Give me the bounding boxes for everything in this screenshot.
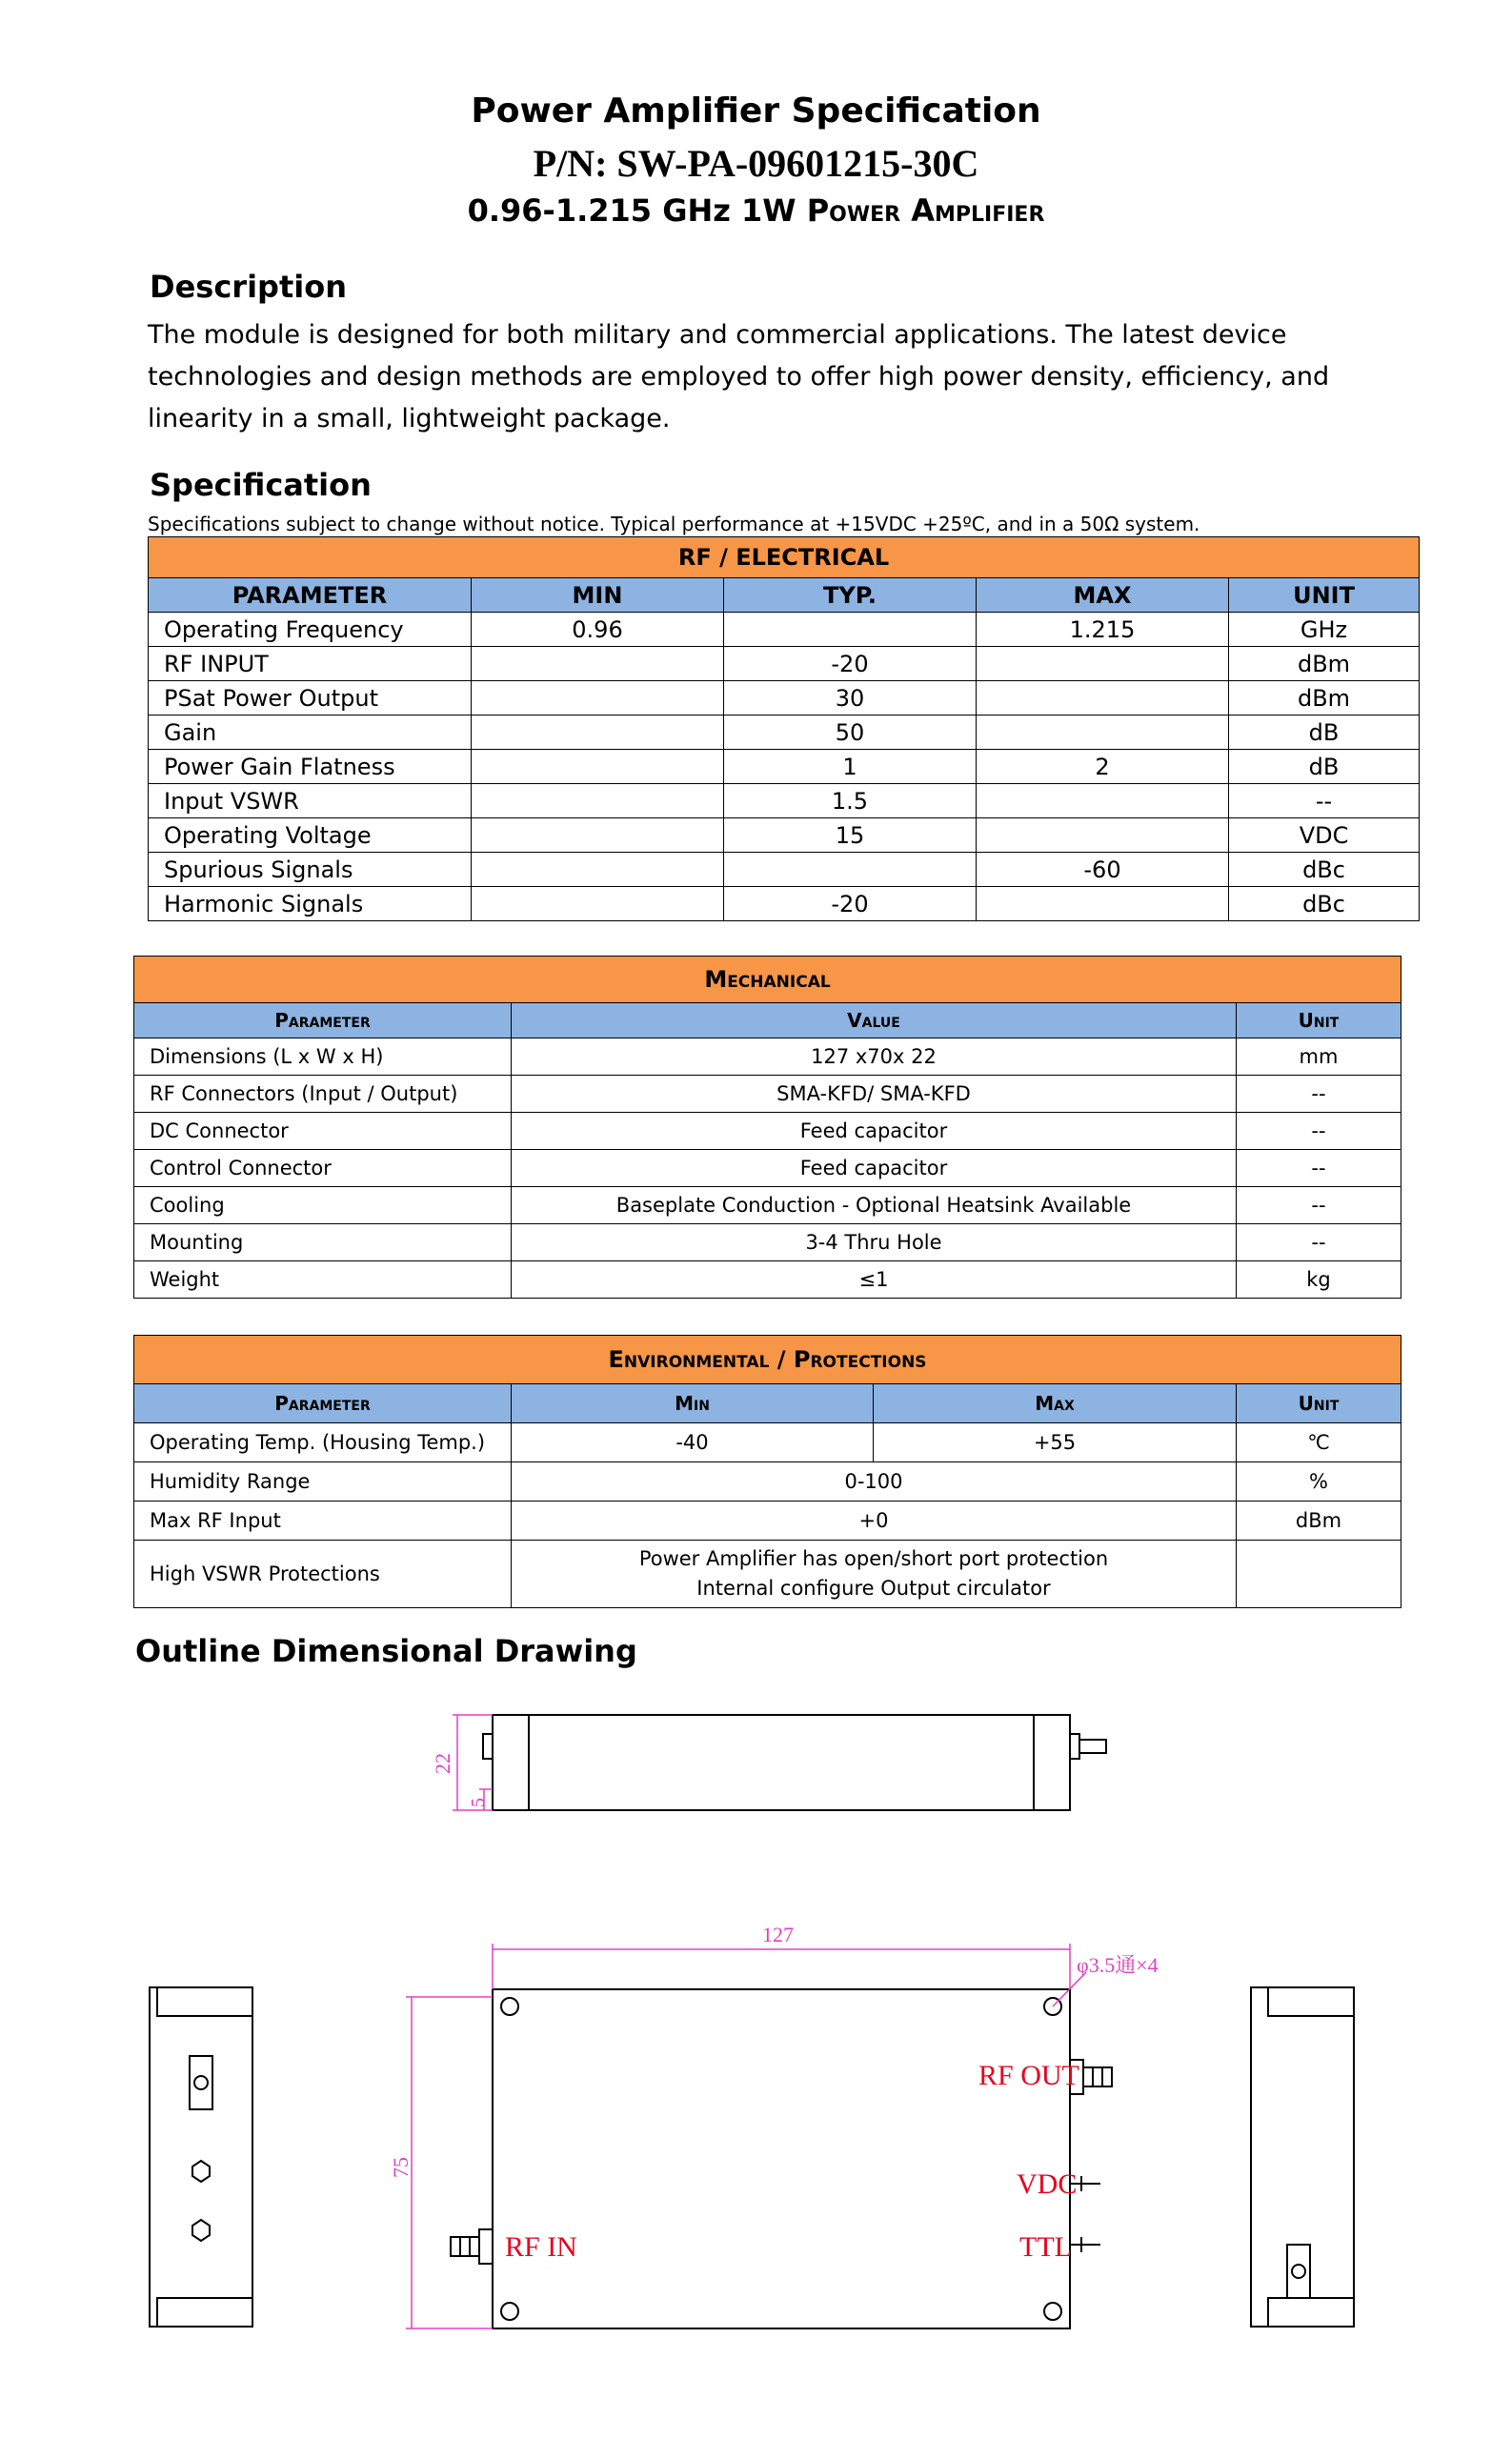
rf-max (977, 784, 1229, 818)
rf-typ: 1 (724, 750, 977, 784)
table-row (149, 887, 1420, 921)
env-header-parameter: Parameter (134, 1384, 512, 1423)
table-row (134, 1113, 1401, 1150)
left-end-view (150, 1987, 252, 2327)
env-param: Humidity Range (134, 1462, 512, 1502)
rf-max (977, 818, 1229, 853)
mech-value: Baseplate Conduction - Optional Heatsink Available (512, 1187, 1237, 1224)
description-text: The module is designed for both military and commercial applications. The latest device technologies and design methods are employed to offer high power density, efficiency, and linearity in a small, lightweight package. (148, 320, 1330, 433)
rf-electrical-table (148, 536, 1420, 921)
top-view-dimensions (406, 1944, 1086, 2328)
dim-width-label: 75 (389, 2157, 413, 2178)
mech-unit: kg (1237, 1261, 1401, 1299)
specification-heading: Specification (150, 467, 372, 503)
table-row (149, 818, 1420, 853)
rf-typ: 50 (724, 716, 977, 750)
env-unit: ℃ (1237, 1423, 1401, 1462)
table-row (149, 853, 1420, 887)
env-unit (1237, 1541, 1401, 1608)
rf-max (977, 647, 1229, 681)
hole-note-label: φ3.5通×4 (1077, 1953, 1159, 1977)
env-unit: dBm (1237, 1502, 1401, 1541)
side-view-dimensions (453, 1715, 493, 1810)
env-param: High VSWR Protections (134, 1541, 512, 1608)
rf-band-title: RF / ELECTRICAL (149, 537, 1420, 578)
rf-min (472, 750, 724, 784)
rf-param: Harmonic Signals (149, 887, 472, 921)
table-row (149, 681, 1420, 716)
dim-height-label: 22 (431, 1753, 454, 1774)
env-header-min: Min (512, 1384, 874, 1423)
rf-header-unit: UNIT (1229, 578, 1420, 613)
rf-param: Operating Voltage (149, 818, 472, 853)
env-vswr-line1: Power Amplifier has open/short port protection (638, 1547, 1109, 1570)
subtitle-caps: Power Amplifier (806, 192, 1045, 229)
mech-value: SMA-KFD/ SMA-KFD (512, 1076, 1237, 1113)
ttl-label: TTL (1019, 2231, 1072, 2263)
rf-typ: 15 (724, 818, 977, 853)
table-row (134, 1462, 1401, 1502)
rf-max: 2 (977, 750, 1229, 784)
rf-header-typ: TYP. (724, 578, 977, 613)
mech-param: Dimensions (L x W x H) (134, 1038, 512, 1076)
mech-header-parameter: Parameter (134, 1003, 512, 1038)
rf-param: PSat Power Output (149, 681, 472, 716)
table-row (149, 750, 1420, 784)
table-row (134, 1224, 1401, 1261)
table-row (149, 716, 1420, 750)
env-param: Max RF Input (134, 1502, 512, 1541)
rf-min (472, 681, 724, 716)
env-range: 0-100 (512, 1462, 1237, 1502)
specification-note: Specifications subject to change without notice. Typical performance at +15VDC +25ºC, and in a 50Ω system. (148, 513, 1200, 535)
rf-max (977, 887, 1229, 921)
rf-unit: GHz (1229, 613, 1420, 647)
mech-unit: mm (1237, 1038, 1401, 1076)
rf-param: Input VSWR (149, 784, 472, 818)
rf-param: RF INPUT (149, 647, 472, 681)
rf-header-parameter: PARAMETER (149, 578, 472, 613)
table-row (134, 1187, 1401, 1224)
doc-title: Power Amplifier Specification (471, 91, 1041, 131)
rf-param: Power Gain Flatness (149, 750, 472, 784)
env-band-title: Environmental / Protections (134, 1336, 1401, 1384)
rf-typ: -20 (724, 887, 977, 921)
rf-unit: dBm (1229, 647, 1420, 681)
rf-unit: -- (1229, 784, 1420, 818)
table-row (149, 613, 1420, 647)
rf-unit: dBc (1229, 887, 1420, 921)
outline-drawing (0, 1686, 1512, 2353)
env-max: +55 (874, 1423, 1237, 1462)
rf-min (472, 818, 724, 853)
rf-unit: dBm (1229, 681, 1420, 716)
rf-min: 0.96 (472, 613, 724, 647)
table-row (134, 1076, 1401, 1113)
rf-unit: dB (1229, 716, 1420, 750)
rf-min (472, 647, 724, 681)
mech-unit: -- (1237, 1224, 1401, 1261)
vdc-label: VDC (1017, 2168, 1078, 2200)
rf-min (472, 716, 724, 750)
mech-value: ≤1 (512, 1261, 1237, 1299)
mech-param: Cooling (134, 1187, 512, 1224)
side-view (483, 1715, 1106, 1810)
rf-header-max: MAX (977, 578, 1229, 613)
rf-param: Spurious Signals (149, 853, 472, 887)
subtitle-main: 0.96-1.215 GHz 1W (467, 192, 807, 229)
table-row (134, 1261, 1401, 1299)
rf-param: Gain (149, 716, 472, 750)
rf-typ (724, 613, 977, 647)
env-min: -40 (512, 1423, 874, 1462)
mech-param: Mounting (134, 1224, 512, 1261)
rf-min (472, 887, 724, 921)
mech-unit: -- (1237, 1076, 1401, 1113)
rf-typ (724, 853, 977, 887)
rf-unit: VDC (1229, 818, 1420, 853)
table-row (149, 647, 1420, 681)
env-vswr-description (512, 1541, 1237, 1608)
dim-base-label: 5 (468, 1798, 489, 1807)
mech-band-title: Mechanical (134, 957, 1401, 1003)
rf-max (977, 681, 1229, 716)
mech-value: 127 x70x 22 (512, 1038, 1237, 1076)
mech-header-value: Value (512, 1003, 1237, 1038)
table-row (134, 1423, 1401, 1462)
rf-out-label: RF OUT (978, 2060, 1079, 2091)
env-vswr-line2: Internal configure Output circulator (696, 1577, 1051, 1600)
mech-param: Weight (134, 1261, 512, 1299)
mechanical-table (133, 956, 1401, 1299)
rf-max: -60 (977, 853, 1229, 887)
description-heading: Description (150, 269, 347, 305)
dim-length-label: 127 (762, 1923, 794, 1946)
right-end-view (1251, 1987, 1354, 2327)
mech-param: Control Connector (134, 1150, 512, 1187)
rf-in-label: RF IN (505, 2231, 577, 2263)
rf-typ: 1.5 (724, 784, 977, 818)
table-row (134, 1541, 1401, 1608)
mech-unit: -- (1237, 1113, 1401, 1150)
rf-unit: dB (1229, 750, 1420, 784)
env-range: +0 (512, 1502, 1237, 1541)
drawing-heading: Outline Dimensional Drawing (135, 1633, 637, 1669)
rf-min (472, 784, 724, 818)
doc-subtitle (0, 192, 1512, 229)
rf-min (472, 853, 724, 887)
environmental-table (133, 1335, 1401, 1608)
env-header-unit: Unit (1237, 1384, 1401, 1423)
mech-value: Feed capacitor (512, 1113, 1237, 1150)
rf-typ: 30 (724, 681, 977, 716)
table-row (149, 784, 1420, 818)
rf-param: Operating Frequency (149, 613, 472, 647)
rf-header-min: MIN (472, 578, 724, 613)
mech-unit: -- (1237, 1187, 1401, 1224)
mech-value: Feed capacitor (512, 1150, 1237, 1187)
mech-unit: -- (1237, 1150, 1401, 1187)
env-unit: % (1237, 1462, 1401, 1502)
env-param: Operating Temp. (Housing Temp.) (134, 1423, 512, 1462)
mech-value: 3-4 Thru Hole (512, 1224, 1237, 1261)
rf-max: 1.215 (977, 613, 1229, 647)
rf-typ: -20 (724, 647, 977, 681)
mech-param: RF Connectors (Input / Output) (134, 1076, 512, 1113)
table-row (134, 1150, 1401, 1187)
rf-unit: dBc (1229, 853, 1420, 887)
rf-max (977, 716, 1229, 750)
part-number: P/N: SW-PA-09601215-30C (533, 142, 979, 185)
top-view-body (451, 1989, 1112, 2328)
table-row (134, 1038, 1401, 1076)
env-header-max: Max (874, 1384, 1237, 1423)
mech-header-unit: Unit (1237, 1003, 1401, 1038)
mech-param: DC Connector (134, 1113, 512, 1150)
table-row (134, 1502, 1401, 1541)
